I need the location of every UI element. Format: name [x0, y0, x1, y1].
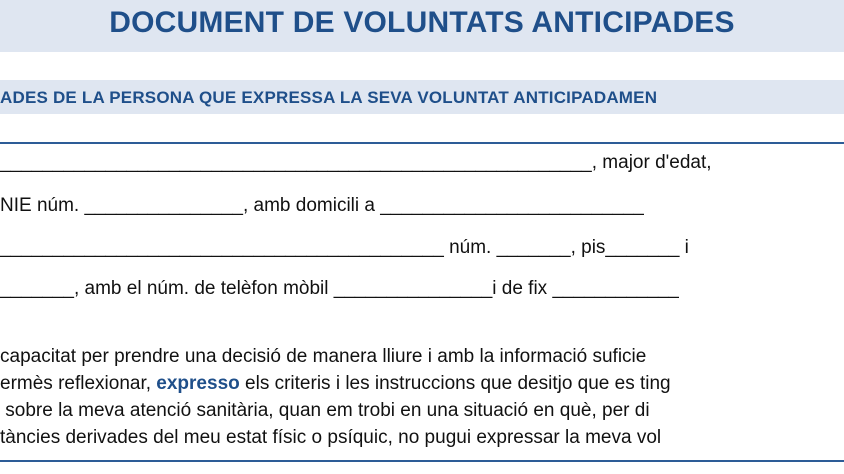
paragraph-line-2: [0, 371, 671, 397]
expresso-keyword: expresso: [156, 373, 240, 394]
paragraph-line-4: tàncies derivades del meu estat físic o psíquic, no pugui expressar la meva vol: [0, 427, 662, 448]
document-title: DOCUMENT DE VOLUNTATS ANTICIPADES: [109, 6, 735, 39]
form-line-phone: _______, amb el núm. de telèfon mòbil _______________i de fix ____________: [0, 278, 680, 299]
paragraph-line-2-start: ermès reflexionar,: [0, 373, 157, 394]
paragraph-line-1: capacitat per prendre una decisió de manera lliure i amb la informació suficie: [0, 346, 647, 367]
bottom-divider: [0, 460, 844, 462]
section-divider: [0, 142, 844, 144]
paragraph-line-3: sobre la meva atenció sanitària, quan em trobi en una situació en què, per di: [0, 400, 650, 421]
form-line-name: ________________________________________________________, major d'edat,: [0, 152, 712, 173]
title-band: [0, 0, 844, 52]
section-band: [0, 80, 844, 114]
form-line-nie-address: NIE núm. _______________, amb domicili a _________________________: [0, 195, 645, 216]
paragraph-line-2-end: els criteris i les instruccions que desitjo que es ting: [239, 373, 671, 394]
section-title: ADES DE LA PERSONA QUE EXPRESSA LA SEVA VOLUNTAT ANTICIPADAMEN: [0, 88, 658, 107]
form-line-street: __________________________________________ núm. _______, pis_______ i: [0, 237, 689, 258]
